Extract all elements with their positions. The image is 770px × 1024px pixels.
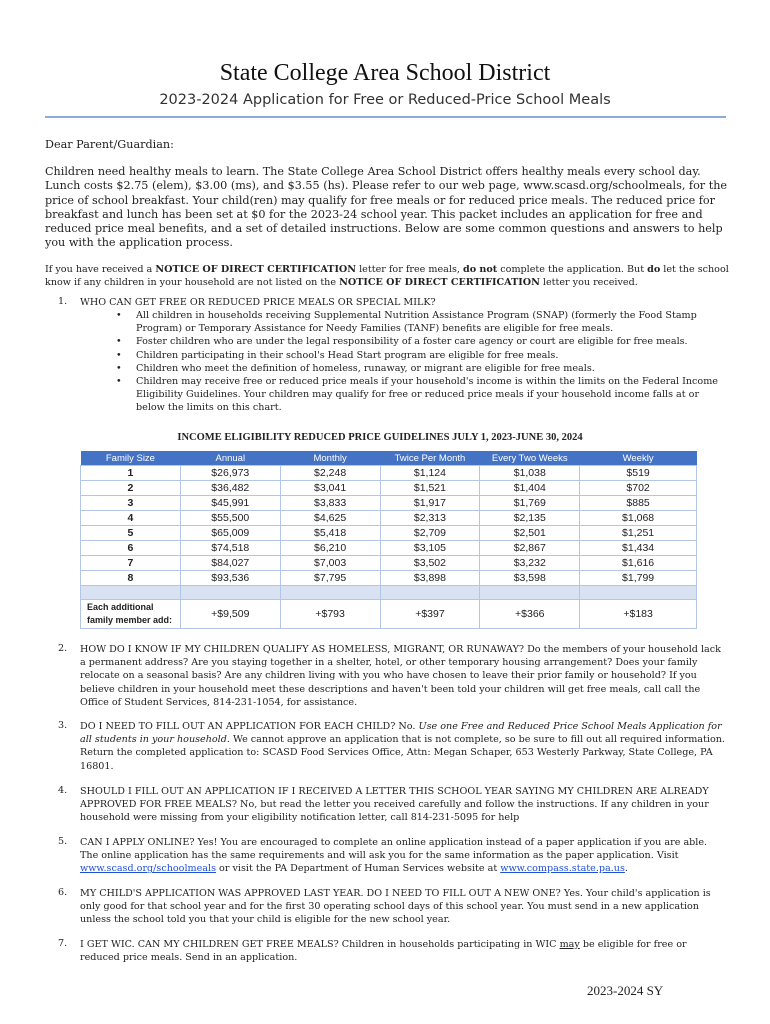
income-cell: $5,418 bbox=[280, 526, 380, 541]
income-cell: $1,616 bbox=[580, 556, 697, 571]
table-row bbox=[81, 541, 697, 556]
question-number: 4. bbox=[58, 785, 68, 796]
income-cell: $3,502 bbox=[380, 556, 480, 571]
table-row bbox=[81, 481, 697, 496]
question-number: 6. bbox=[58, 887, 68, 898]
bullet-icon: • bbox=[116, 376, 122, 388]
table-row bbox=[81, 511, 697, 526]
question-1-heading: WHO CAN GET FREE OR REDUCED PRICE MEALS OR SPECIAL MILK? bbox=[80, 297, 436, 308]
family-size-cell: 3 bbox=[81, 496, 181, 511]
income-cell: $1,799 bbox=[580, 571, 697, 586]
question-5-text bbox=[80, 836, 725, 876]
income-cell: $702 bbox=[580, 481, 697, 496]
table-header-row bbox=[81, 451, 697, 466]
question-4-text: SHOULD I FILL OUT AN APPLICATION IF I RECEIVED A LETTER THIS SCHOOL YEAR SAYING MY CHILDREN ARE ALREADY APPROVED FOR FREE MEALS? No, but read the letter you received carefully and follow the instructions. If any children in your household were missing from your eligibility notification letter, call 814-231-5095 for help bbox=[80, 786, 709, 824]
spacer-cell bbox=[180, 586, 280, 600]
question-italic-text: Use one Free and Reduced Price School Meals Application for all students in your household. bbox=[80, 721, 722, 746]
question-number: 2. bbox=[58, 643, 68, 654]
question-text: CAN I APPLY ONLINE? Yes! You are encouraged to complete an online application instead of a paper application if you are able. The online application has the same requirements and will ask you for the same information as the paper application. Visit bbox=[80, 837, 708, 862]
income-cell: $6,210 bbox=[280, 541, 380, 556]
family-size-cell: 4 bbox=[81, 511, 181, 526]
eligibility-list bbox=[114, 309, 724, 415]
question-2-text: HOW DO I KNOW IF MY CHILDREN QUALIFY AS HOMELESS, MIGRANT, OR RUNAWAY? Do the members of your household lack a permanent address? Are you staying together in a shelter, hotel, or other temporary housing arrangement? Does your family relocate on a seasonal basis? Are any children living with you who have chosen to leave their prior family or household? If you believe children in your household meet these descriptions and haven't been told your children will get free meals, call call the Office of Student Services, 814-231-1054, for assistance. bbox=[80, 644, 721, 708]
income-cell: $74,518 bbox=[180, 541, 280, 556]
income-cell: $1,068 bbox=[580, 511, 697, 526]
income-cell: $1,521 bbox=[380, 481, 480, 496]
income-cell: $4,625 bbox=[280, 511, 380, 526]
income-eligibility-table bbox=[80, 451, 697, 629]
spacer-cell bbox=[580, 586, 697, 600]
notice-text: complete the application. But bbox=[497, 264, 648, 275]
question-text: We cannot approve an application that is not complete, so be sure to fill out all required information. Return the completed application to: SCASD Food Services Office, Attn: Megan Schaper, 653 Westerly Parkway, State College, PA 16801. bbox=[80, 734, 725, 772]
income-cell: $2,709 bbox=[380, 526, 480, 541]
bullet-icon: • bbox=[116, 362, 122, 374]
bullet-icon: • bbox=[116, 336, 122, 348]
compass-link[interactable]: www.compass.state.pa.us bbox=[500, 863, 625, 875]
income-cell: $1,038 bbox=[480, 466, 580, 481]
list-item bbox=[114, 335, 724, 348]
list-item-text: Children participating in their school's Head Start program are eligible for free meals. bbox=[136, 349, 559, 361]
income-cell: $7,795 bbox=[280, 571, 380, 586]
table-row bbox=[81, 571, 697, 586]
income-cell: $885 bbox=[580, 496, 697, 511]
bullet-icon: • bbox=[116, 310, 122, 321]
notice-text: letter for free meals, bbox=[356, 264, 463, 275]
schoolmeals-link[interactable]: www.scasd.org/schoolmeals bbox=[80, 863, 216, 875]
list-item bbox=[114, 375, 724, 415]
table-row bbox=[81, 496, 697, 511]
income-cell: $2,867 bbox=[480, 541, 580, 556]
notice-text: let the school know if any children in your household are not listed on the bbox=[45, 264, 729, 288]
list-item-text: Foster children who are under the legal responsibility of a foster care agency or court are eligible for free meals. bbox=[136, 336, 688, 348]
spacer-cell bbox=[480, 586, 580, 600]
column-header: Every Two Weeks bbox=[480, 451, 580, 466]
income-cell: +$397 bbox=[380, 600, 480, 629]
income-cell: $1,404 bbox=[480, 481, 580, 496]
notice-bold: do bbox=[647, 264, 661, 275]
list-item-text: All children in households receiving Supplemental Nutrition Assistance Program (SNAP) (formerly the Food Stamp Program) or Temporary Assistance for Needy Families (TANF) benefits are eligible for free meals. bbox=[136, 310, 697, 335]
direct-certification-notice bbox=[45, 263, 730, 289]
bullet-icon: • bbox=[116, 349, 122, 361]
income-cell: $2,135 bbox=[480, 511, 580, 526]
intro-text-2: Please refer to our web page, www.scasd.org/schoolmeals, for the price of school breakfast. Your child(ren) may qualify for free meals or for reduced price meals. The reduced price for breakfast and lunch has been set at $0 for the 2023-24 school year. This packet includes an application for free and reduced price meal benefits, and a set of detailed instructions. Below are some common questions and answers to help you with the application process. bbox=[45, 179, 728, 250]
income-cell: $3,833 bbox=[280, 496, 380, 511]
family-size-cell: 6 bbox=[81, 541, 181, 556]
question-text: DO I NEED TO FILL OUT AN APPLICATION FOR EACH CHILD? No. bbox=[80, 721, 419, 732]
income-cell: +$9,509 bbox=[180, 600, 280, 629]
income-cell: $7,003 bbox=[280, 556, 380, 571]
income-cell: +$183 bbox=[580, 600, 697, 629]
list-item-text: Children who meet the definition of homeless, runaway, or migrant are eligible for free meals. bbox=[136, 362, 595, 374]
intro-paragraph bbox=[45, 165, 730, 251]
income-cell: $1,917 bbox=[380, 496, 480, 511]
question-underlined-text: may bbox=[559, 939, 580, 950]
income-cell: +$366 bbox=[480, 600, 580, 629]
column-header: Weekly bbox=[580, 451, 697, 466]
additional-member-label: Each additional family member add: bbox=[81, 600, 181, 629]
notice-text: letter you received. bbox=[539, 277, 638, 288]
family-size-cell: 5 bbox=[81, 526, 181, 541]
family-size-cell: 8 bbox=[81, 571, 181, 586]
income-cell: $2,501 bbox=[480, 526, 580, 541]
income-cell: $36,482 bbox=[180, 481, 280, 496]
question-7-text bbox=[80, 938, 725, 964]
question-number: 5. bbox=[58, 836, 68, 847]
notice-bold: do not bbox=[462, 264, 498, 275]
table-row bbox=[81, 556, 697, 571]
question-6-text: MY CHILD'S APPLICATION WAS APPROVED LAST YEAR. DO I NEED TO FILL OUT A NEW ONE? Yes. Your child's application is only good for that school year and for the first 30 operating school days of this school year. You must send in a new application unless the school told you that your child is eligible for the new school year. bbox=[80, 888, 711, 926]
income-cell: $26,973 bbox=[180, 466, 280, 481]
table-row bbox=[81, 526, 697, 541]
family-size-cell: 2 bbox=[81, 481, 181, 496]
income-cell: $3,232 bbox=[480, 556, 580, 571]
question-number: 1. bbox=[58, 296, 68, 307]
list-item bbox=[114, 309, 724, 335]
column-header: Family Size bbox=[81, 451, 181, 466]
question-number: 7. bbox=[58, 938, 68, 949]
question-number: 3. bbox=[58, 720, 68, 731]
spacer-cell bbox=[380, 586, 480, 600]
income-cell: $55,500 bbox=[180, 511, 280, 526]
spacer-cell bbox=[280, 586, 380, 600]
income-cell: $45,991 bbox=[180, 496, 280, 511]
footer-label: 2023-2024 SY bbox=[587, 983, 664, 998]
income-cell: $2,313 bbox=[380, 511, 480, 526]
additional-member-row bbox=[81, 600, 697, 629]
question-text: be eligible for free or reduced price meals. Send in an application. bbox=[80, 939, 687, 964]
question-text: or visit the PA Department of Human Services website at bbox=[216, 863, 501, 875]
income-cell: $1,124 bbox=[380, 466, 480, 481]
income-cell: $84,027 bbox=[180, 556, 280, 571]
income-cell: $3,105 bbox=[380, 541, 480, 556]
column-header: Annual bbox=[180, 451, 280, 466]
list-item bbox=[114, 349, 724, 362]
income-table-body bbox=[81, 466, 697, 629]
page-title: State College Area School District bbox=[219, 60, 551, 86]
table-spacer-row bbox=[81, 586, 697, 600]
question-text: . bbox=[624, 863, 628, 875]
intro-text-1: Children need healthy meals to learn. The State College Area School District offers healthy meals every school day. Lunch costs $2.75 (elem), $3.00 (ms), and $3.55 (hs). bbox=[45, 165, 701, 193]
income-cell: $65,009 bbox=[180, 526, 280, 541]
income-cell: $1,251 bbox=[580, 526, 697, 541]
column-header: Monthly bbox=[280, 451, 380, 466]
income-cell: $519 bbox=[580, 466, 697, 481]
notice-text: If you have received a bbox=[45, 264, 156, 275]
question-text: I GET WIC. CAN MY CHILDREN GET FREE MEALS? Children in households participating in WIC bbox=[80, 939, 560, 950]
family-size-cell: 7 bbox=[81, 556, 181, 571]
income-cell: $3,598 bbox=[480, 571, 580, 586]
salutation: Dear Parent/Guardian: bbox=[45, 138, 174, 151]
column-header: Twice Per Month bbox=[380, 451, 480, 466]
notice-bold: NOTICE OF DIRECT CERTIFICATION bbox=[339, 277, 540, 288]
family-size-cell: 1 bbox=[81, 466, 181, 481]
income-cell: $2,248 bbox=[280, 466, 380, 481]
page-subtitle: 2023-2024 Application for Free or Reduced-Price School Meals bbox=[159, 92, 611, 108]
income-cell: $1,434 bbox=[580, 541, 697, 556]
spacer-cell bbox=[81, 586, 181, 600]
income-table-title: INCOME ELIGIBILITY REDUCED PRICE GUIDELINES JULY 1, 2023-JUNE 30, 2024 bbox=[177, 432, 583, 443]
list-item bbox=[114, 362, 724, 375]
income-cell: $3,898 bbox=[380, 571, 480, 586]
income-cell: $93,536 bbox=[180, 571, 280, 586]
title-divider bbox=[45, 116, 726, 118]
list-item-text: Children may receive free or reduced price meals if your household's income is within the limits on the Federal Income Eligibility Guidelines. Your children may qualify for free or reduced price meals if your household income falls at or below the limits on this chart. bbox=[136, 376, 718, 414]
question-3-text bbox=[80, 720, 725, 773]
income-cell: $1,769 bbox=[480, 496, 580, 511]
notice-bold: NOTICE OF DIRECT CERTIFICATION bbox=[155, 264, 357, 275]
income-cell: +$793 bbox=[280, 600, 380, 629]
income-cell: $3,041 bbox=[280, 481, 380, 496]
table-row bbox=[81, 466, 697, 481]
